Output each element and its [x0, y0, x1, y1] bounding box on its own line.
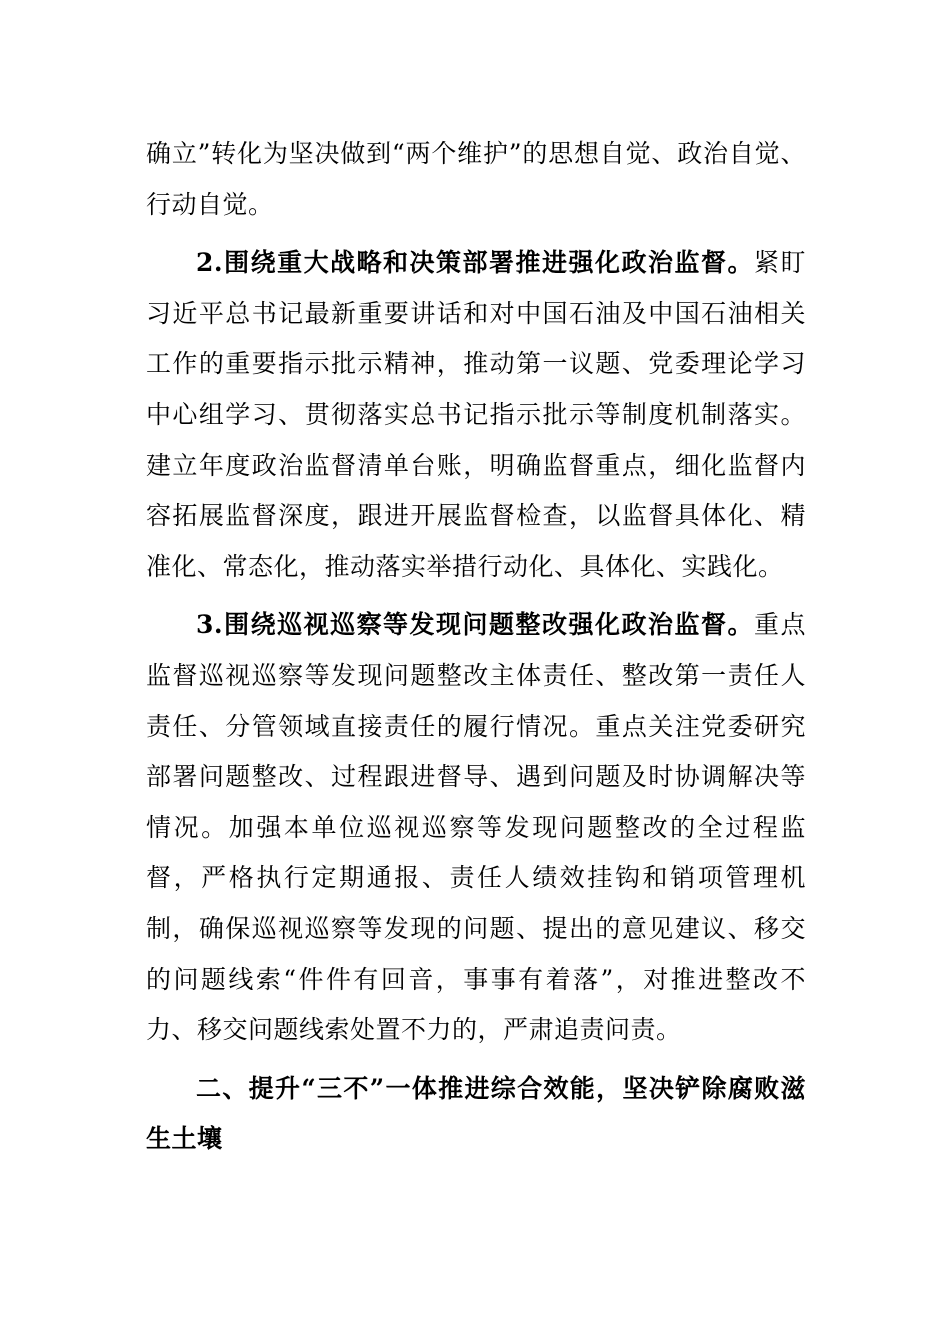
paragraph-lead-heading: 3.围绕巡视巡察等发现问题整改强化政治监督。: [196, 610, 754, 640]
paragraph-item-2: [146, 238, 806, 592]
paragraph-item-3: [146, 600, 806, 1055]
paragraph-text: 确立”转化为坚决做到“两个维护”的思想自觉、政治自觉、行动自觉。: [146, 139, 806, 219]
paragraph-text: 紧盯习近平总书记最新重要讲话和对中国石油及中国石油相关工作的重要指示批示精神，推动第一议题、党委理论学习中心组学习、贯彻落实总书记指示批示等制度机制落实。建立年度政治监督清单台账，明确监督重点，细化监督内容拓展监督深度，跟进开展监督检查，以监督具体化、精准化、常态化，推动落实举措行动化、具体化、实践化。: [146, 248, 806, 581]
paragraph-lead-heading: 2.围绕重大战略和决策部署推进强化政治监督。: [196, 248, 754, 278]
document-body: [146, 129, 806, 1173]
paragraph-continuation: [146, 129, 806, 230]
section-heading: 二、提升“三不”一体推进综合效能，坚决铲除腐败滋生土壤: [146, 1073, 806, 1154]
paragraph-text: 重点监督巡视巡察等发现问题整改主体责任、整改第一责任人责任、分管领域直接责任的履行情况。重点关注党委研究部署问题整改、过程跟进督导、遇到问题及时协调解决等情况。加强本单位巡视巡察等发现问题整改的全过程监督，严格执行定期通报、责任人绩效挂钩和销项管理机制，确保巡视巡察等发现的问题、提出的意见建议、移交的问题线索“件件有回音，事事有着落”，对推进整改不力、移交问题线索处置不力的，严肃追责问责。: [146, 610, 806, 1045]
